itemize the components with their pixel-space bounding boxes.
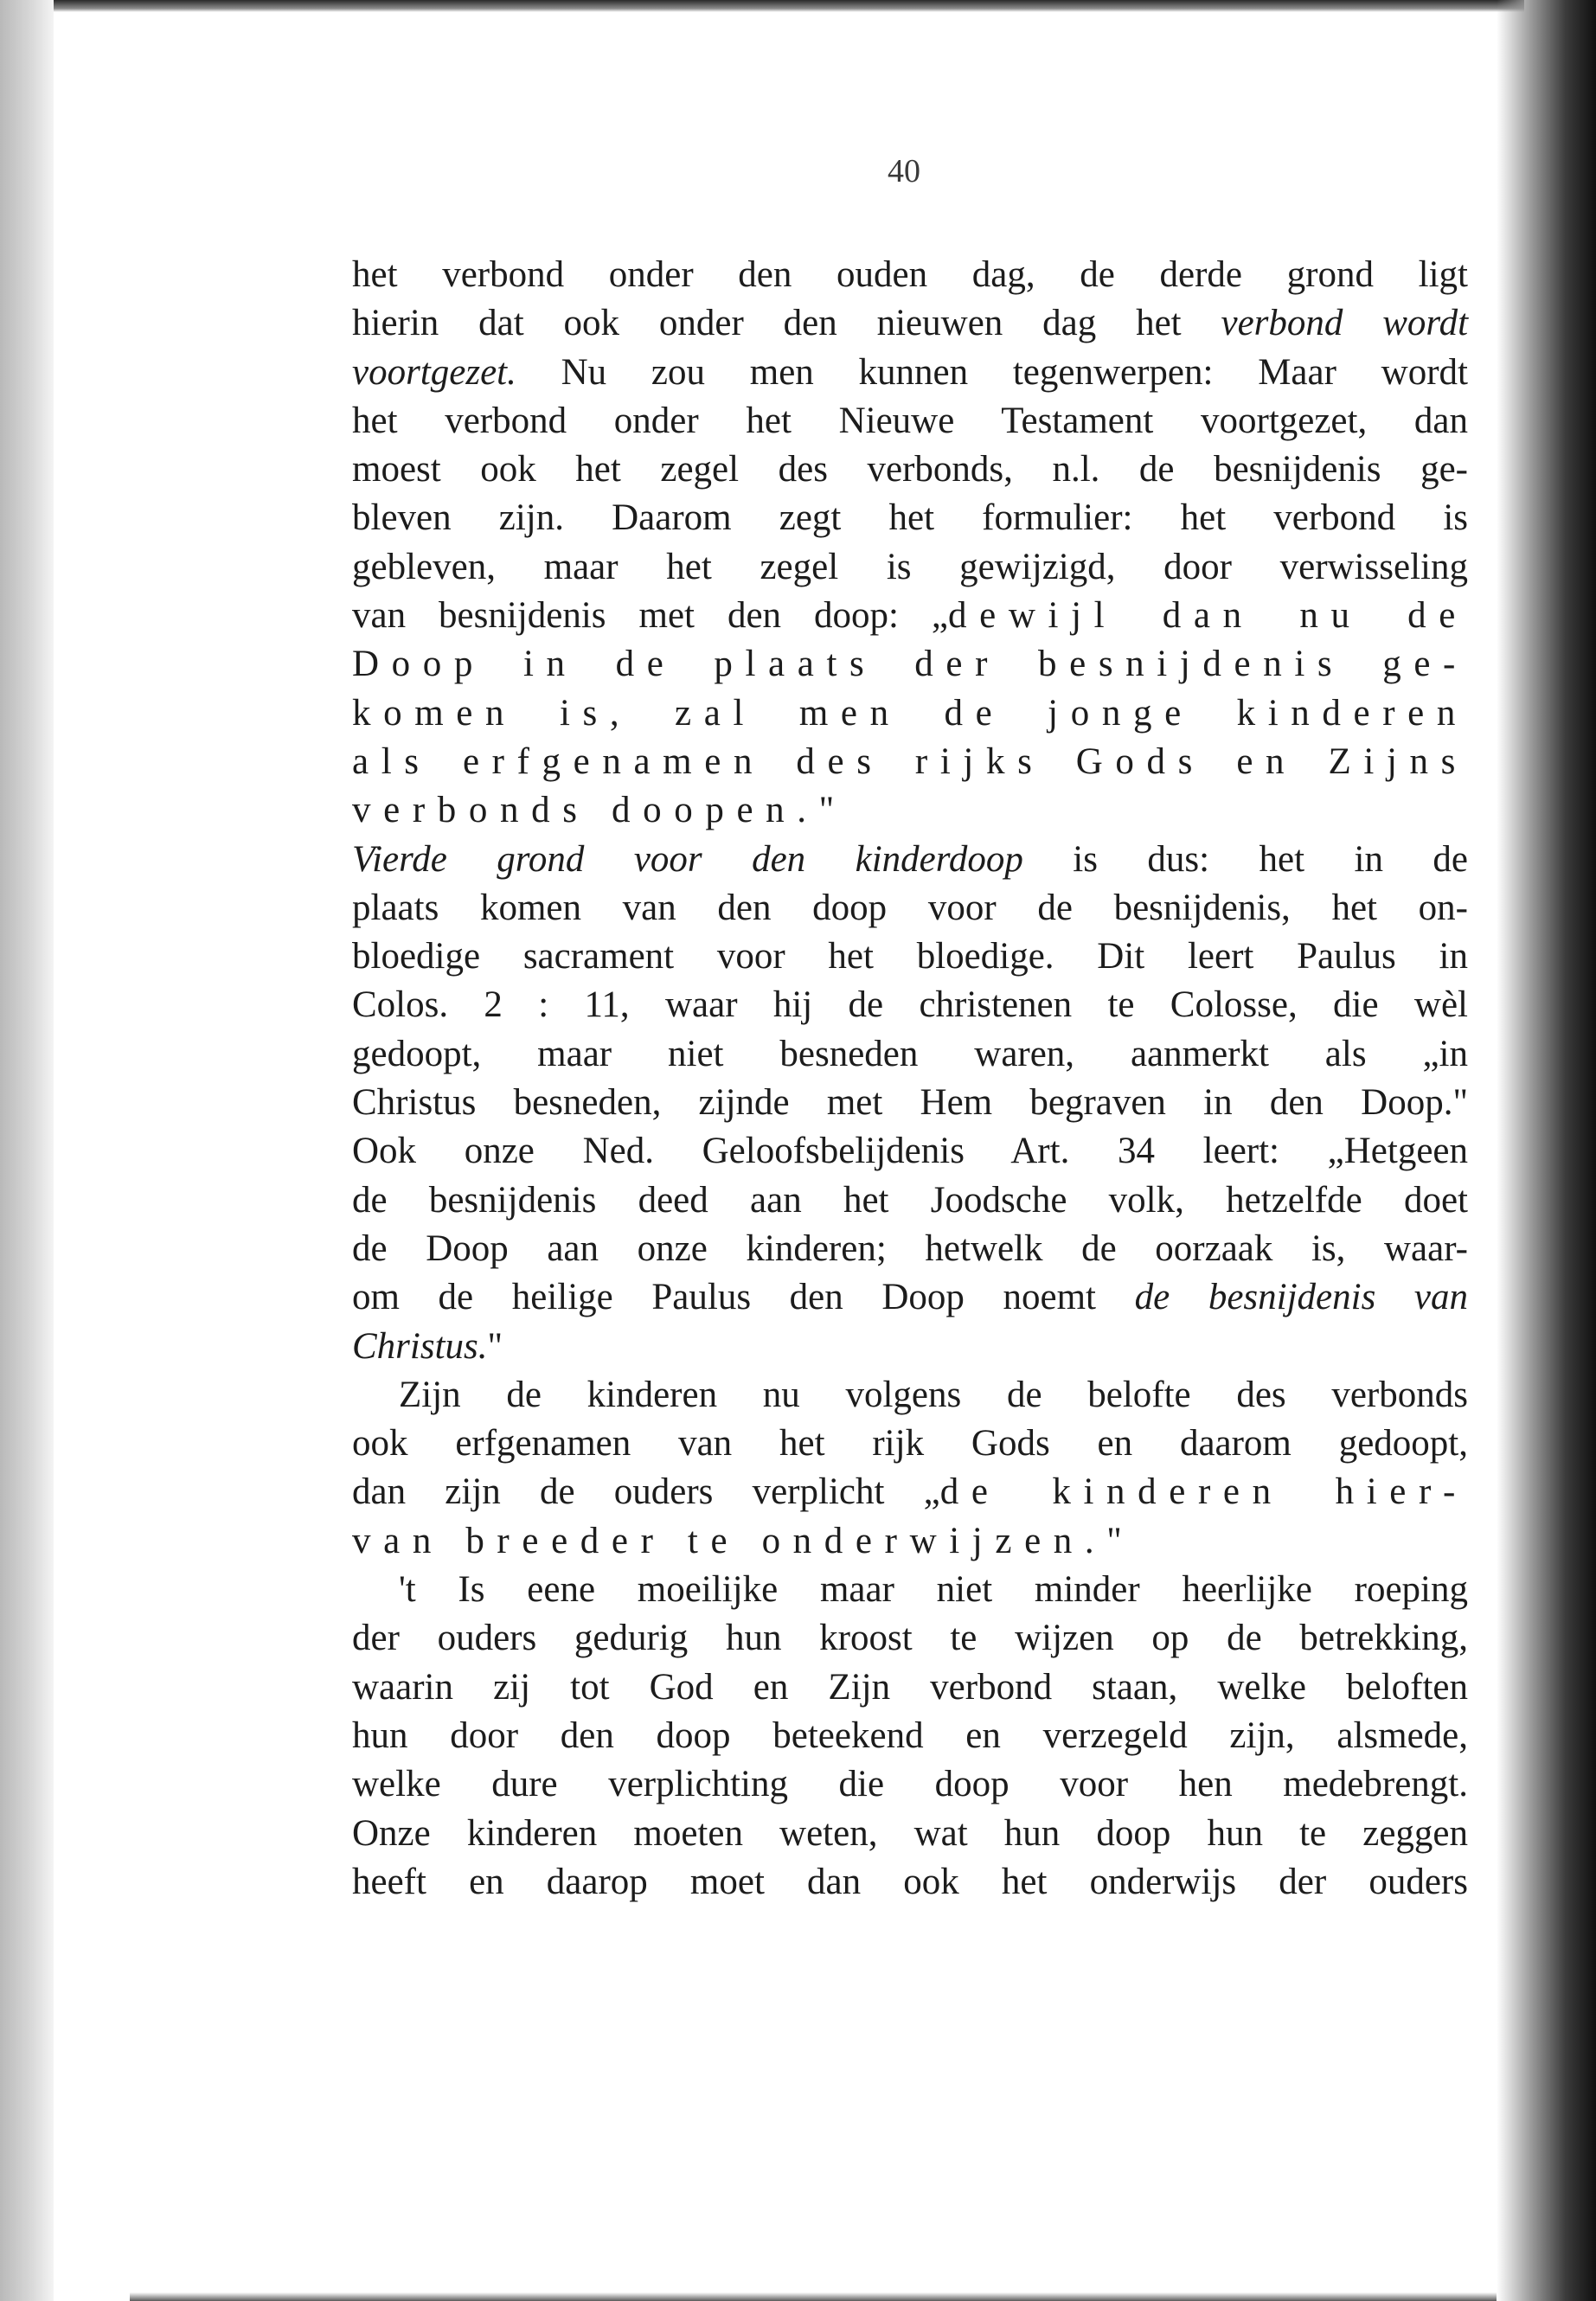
text-line: om de heilige Paulus den Doop noemt de besnijdenis van (352, 1277, 1468, 1318)
text-line: Colos. 2 : 11, waar hij de christenen te Colosse, die wèl (352, 984, 1468, 1026)
text-line: bloedige sacrament voor het bloedige. Dit leert Paulus in (352, 936, 1468, 977)
text-line: Zijn de kinderen nu volgens de belofte des verbonds (399, 1374, 1468, 1415)
page-top-shadow (54, 0, 1524, 12)
text-line: van besnijdenis met den doop: „dewijl dan nu de (352, 595, 1468, 637)
text-line: heeft en daarop moet dan ook het onderwijs der ouders (352, 1861, 1468, 1902)
body-text (352, 251, 1468, 1907)
text-line: Christus besneden, zijnde met Hem begraven in den Doop." (352, 1082, 1468, 1124)
page-bottom-edge (130, 2292, 1497, 2301)
text-line: 't Is eene moeilijke maar niet minder heerlijke roeping (399, 1569, 1468, 1611)
text-line: als erfgenamen des rijks Gods en Zijns (352, 740, 1468, 782)
text-line: moest ook het zegel des verbonds, n.l. de besnijdenis ge- (352, 449, 1468, 490)
page-left-shadow (0, 0, 54, 2301)
text-line: Christus." (352, 1325, 503, 1367)
text-line: hierin dat ook onder den nieuwen dag het verbond wordt (352, 303, 1469, 344)
text-line: Onze kinderen moeten weten, wat hun doop hun te zeggen (352, 1812, 1468, 1854)
text-line: gedoopt, maar niet besneden waren, aanmerkt als „in (352, 1033, 1468, 1074)
text-line: Ook onze Ned. Geloofsbelijdenis Art. 34 leert: „Hetgeen (352, 1131, 1468, 1172)
text-line: welke dure verplichting die doop voor hen medebrengt. (352, 1764, 1468, 1805)
text-line: de besnijdenis deed aan het Joodsche volk, hetzelfde doet (352, 1179, 1468, 1221)
text-line: komen is, zal men de jonge kinderen (352, 692, 1468, 734)
text-line: het verbond onder den ouden dag, de derde grond ligt (352, 254, 1468, 295)
text-line: waarin zij tot God en Zijn verbond staan, welke beloften (352, 1666, 1468, 1708)
text-line: der ouders gedurig hun kroost te wijzen op de betrekking, (352, 1618, 1468, 1659)
text-line: voortgezet. Nu zou men kunnen tegenwerpen: Maar wordt (352, 351, 1468, 393)
text-line: dan zijn de ouders verplicht „de kinderen hier- (352, 1471, 1468, 1513)
page-right-binding-shadow (1497, 0, 1596, 2301)
text-line: het verbond onder het Nieuwe Testament voortgezet, dan (352, 400, 1468, 441)
text-line: bleven zijn. Daarom zegt het formulier: het verbond is (352, 497, 1468, 539)
text-line: van breeder te onderwijzen." (352, 1520, 1135, 1561)
text-line: verbonds doopen." (352, 790, 847, 831)
text-line: Doop in de plaats der besnijdenis ge- (352, 644, 1468, 685)
text-line: plaats komen van den doop voor de besnijdenis, het on- (352, 887, 1468, 928)
text-line: hun door den doop beteekend en verzegeld zijn, alsmede, (352, 1715, 1468, 1756)
text-line: de Doop aan onze kinderen; hetwelk de oorzaak is, waar- (352, 1227, 1468, 1269)
page-number: 40 (888, 153, 920, 189)
text-line: Vierde grond voor den kinderdoop is dus: het in de (352, 838, 1468, 880)
text-line: gebleven, maar het zegel is gewijzigd, door verwisseling (352, 546, 1468, 587)
text-line: ook erfgenamen van het rijk Gods en daarom gedoopt, (352, 1423, 1468, 1465)
